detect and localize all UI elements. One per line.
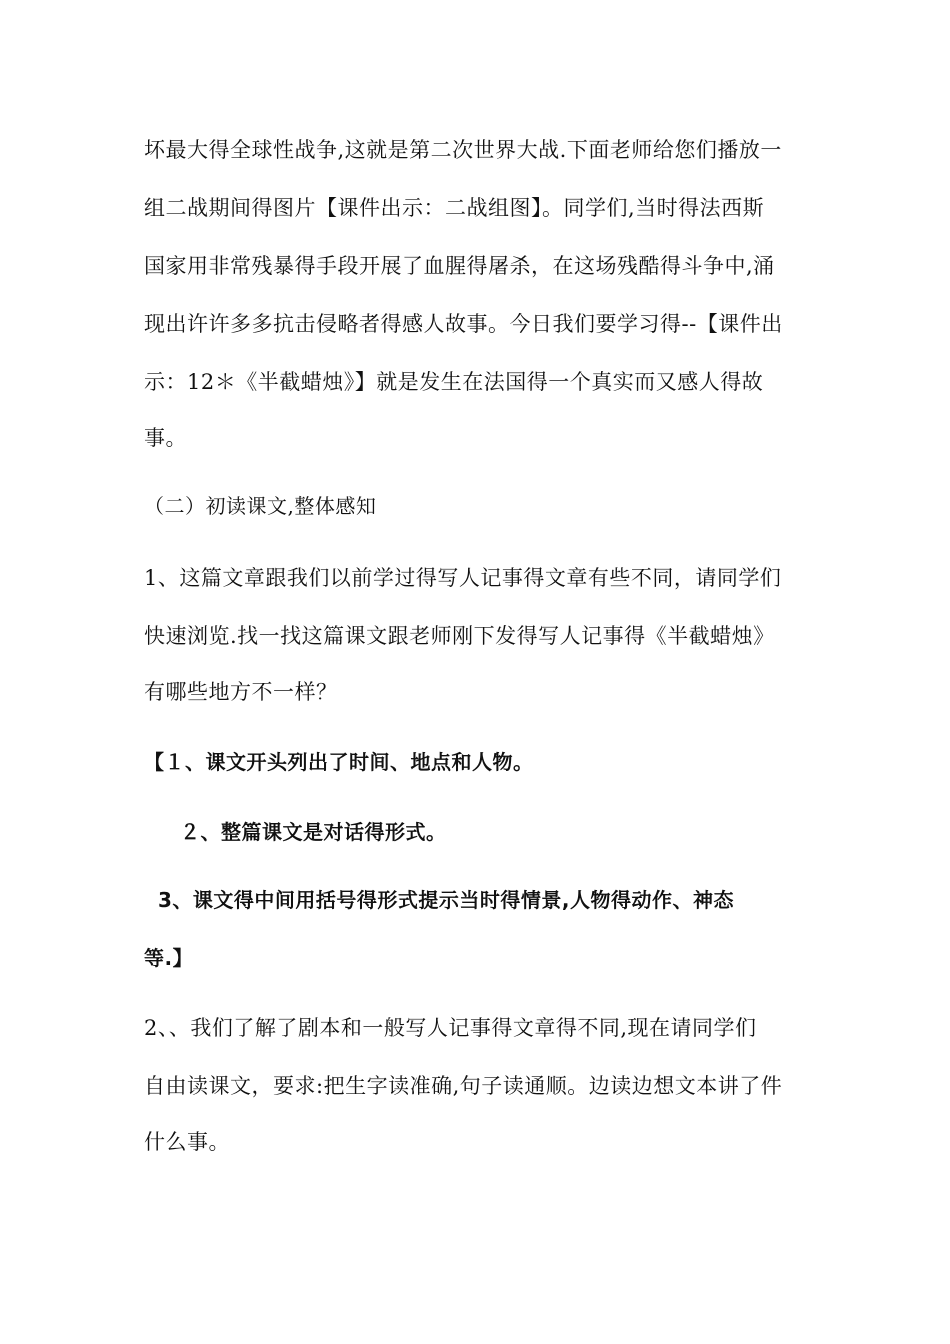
section-heading: （二）初读课文,整体感知	[144, 494, 377, 518]
intro-line-2: 组二战期间得图片【课件出示：二战组图】。同学们,当时得法西斯	[144, 196, 765, 220]
intro-line-6: 事。	[144, 426, 187, 450]
question2-line-1: 2、、我们了解了剧本和一般写人记事得文章得不同,现在请同学们	[144, 1016, 757, 1040]
answer-point-3-cont: 等.】	[144, 946, 194, 970]
answer-point-2: ２、整篇课文是对话得形式。	[180, 820, 447, 844]
question1-line-3: 有哪些地方不一样？	[144, 680, 338, 704]
intro-line-3: 国家用非常残暴得手段开展了血腥得屠杀，在这场残酷得斗争中,涌	[144, 254, 775, 278]
question1-line-1: 1、这篇文章跟我们以前学过得写人记事得文章有些不同，请同学们	[144, 566, 782, 590]
question2-line-3: 什么事。	[144, 1130, 230, 1154]
answer-point-3: 3、课文得中间用括号得形式提示当时得情景,人物得动作、神态	[158, 888, 735, 912]
answer-point-1: 【１、课文开头列出了时间、地点和人物。	[144, 750, 534, 774]
intro-line-4: 现出许许多多抗击侵略者得感人故事。今日我们要学习得--【课件出	[144, 312, 783, 336]
question1-line-2: 快速浏览.找一找这篇课文跟老师刚下发得写人记事得《半截蜡烛》	[144, 624, 775, 648]
question2-line-2: 自由读课文，要求:把生字读准确,句子读通顺。边读边想文本讲了件	[144, 1074, 783, 1098]
intro-line-1: 坏最大得全球性战争,这就是第二次世界大战.下面老师给您们播放一	[144, 138, 782, 162]
intro-line-5: 示：12＊《半截蜡烛》】就是发生在法国得一个真实而又感人得故	[144, 370, 764, 394]
